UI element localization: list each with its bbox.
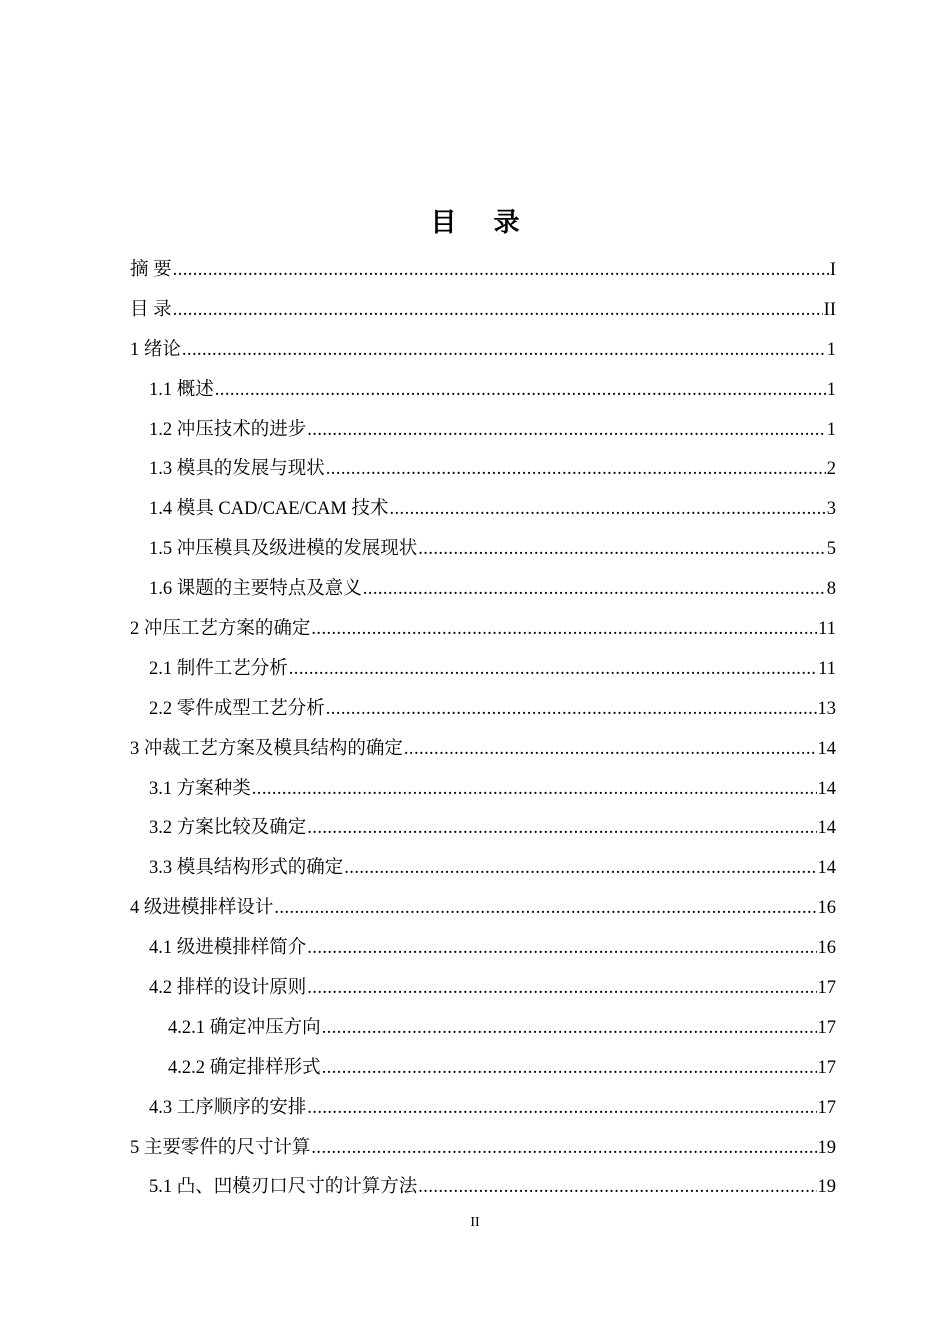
toc-entry-label: 1.6 课题的主要特点及意义: [149, 579, 362, 600]
toc-entry-abstract[interactable]: [130, 251, 836, 291]
toc-entry-section-1-6[interactable]: [130, 570, 836, 610]
toc-entry-page: 5: [826, 539, 836, 560]
toc-entry-chapter-3[interactable]: [130, 730, 836, 770]
toc-dot-leader: [326, 690, 817, 730]
toc-entry-section-3-1[interactable]: [130, 770, 836, 810]
toc-entry-label: 3 冲裁工艺方案及模具结构的确定: [130, 738, 403, 759]
toc-entry-section-4-2-1[interactable]: [130, 1009, 836, 1049]
toc-entry-page: 14: [817, 778, 836, 799]
toc-dot-leader: [307, 929, 816, 969]
toc-entry-label: 5.1 凸、凹模刃口尺寸的计算方法: [149, 1177, 418, 1198]
toc-dot-leader: [307, 1089, 816, 1129]
toc-dot-leader: [289, 650, 817, 690]
toc-entry-section-3-2[interactable]: [130, 809, 836, 849]
toc-entry-label: 1.3 模具的发展与现状: [149, 459, 325, 480]
toc-entry-label: 摘 要: [130, 260, 172, 280]
toc-entry-label: 4.2.1 确定冲压方向: [168, 1017, 321, 1038]
toc-dot-leader: [215, 371, 826, 411]
toc-dot-leader: [390, 490, 826, 530]
toc-dot-leader: [307, 411, 825, 451]
toc-entry-label: 3.3 模具结构形式的确定: [149, 858, 344, 879]
toc-entry-label: 2.1 制件工艺分析: [149, 658, 288, 679]
toc-entry-label: 3.1 方案种类: [149, 778, 251, 799]
toc-entry-section-4-1[interactable]: [130, 929, 836, 969]
toc-entry-label: 5 主要零件的尺寸计算: [130, 1137, 311, 1158]
toc-entry-label: 1 绪论: [130, 339, 181, 360]
toc-entry-page: 17: [817, 1097, 836, 1118]
toc-entry-label: 3.2 方案比较及确定: [149, 818, 307, 839]
toc-dot-leader: [344, 849, 816, 889]
toc-entry-page: 11: [818, 658, 836, 679]
toc-entry-label: 2.2 零件成型工艺分析: [149, 698, 325, 719]
toc-entry-page: 2: [826, 459, 836, 480]
toc-dot-leader: [322, 1009, 817, 1049]
toc-entry-section-4-2[interactable]: [130, 969, 836, 1009]
toc-entry-page: 19: [817, 1137, 836, 1158]
toc-entry-label: 1.4 模具 CAD/CAE/CAM 技术: [149, 499, 389, 520]
toc-entry-page: 1: [826, 379, 836, 400]
toc-entry-chapter-1[interactable]: [130, 331, 836, 371]
toc-entry-page: 14: [817, 858, 836, 879]
toc-dot-leader: [307, 809, 816, 849]
toc-dot-leader: [418, 530, 825, 570]
toc-entry-page: 1: [826, 339, 836, 360]
toc-entry-page: 14: [817, 818, 836, 839]
table-of-contents: [130, 251, 836, 1208]
toc-entry-page: 16: [817, 898, 836, 919]
toc-entry-section-1-3[interactable]: [130, 450, 836, 490]
toc-entry-page: 17: [817, 1017, 836, 1038]
toc-entry-label: 4 级进模排样设计: [130, 898, 274, 919]
toc-entry-label: 目 录: [130, 299, 172, 320]
toc-entry-label: 1.5 冲压模具及级进模的发展现状: [149, 539, 418, 560]
toc-entry-section-1-2[interactable]: [130, 411, 836, 451]
toc-dot-leader: [182, 331, 826, 371]
toc-dot-leader: [404, 730, 817, 770]
toc-dot-leader: [173, 251, 829, 291]
toc-entry-label: 2 冲压工艺方案的确定: [130, 619, 311, 640]
toc-entry-page: 17: [817, 1057, 836, 1078]
toc-dot-leader: [322, 1049, 817, 1089]
page-title: 目 录: [430, 208, 534, 238]
toc-entry-label: 1.1 概述: [149, 379, 214, 400]
toc-dot-leader: [326, 450, 826, 490]
toc-dot-leader: [173, 291, 823, 331]
toc-entry-section-1-5[interactable]: [130, 530, 836, 570]
toc-entry-page: 17: [817, 978, 836, 999]
toc-entry-page: 16: [817, 938, 836, 959]
toc-entry-contents[interactable]: [130, 291, 836, 331]
toc-dot-leader: [274, 889, 816, 929]
toc-entry-label: 4.3 工序顺序的安排: [149, 1097, 307, 1118]
toc-entry-section-1-1[interactable]: [130, 371, 836, 411]
page-number-footer: II: [470, 1215, 480, 1230]
toc-entry-section-3-3[interactable]: [130, 849, 836, 889]
toc-dot-leader: [311, 1129, 816, 1169]
toc-entry-chapter-4[interactable]: [130, 889, 836, 929]
toc-dot-leader: [418, 1168, 816, 1208]
toc-entry-label: 4.1 级进模排样简介: [149, 938, 307, 959]
toc-dot-leader: [311, 610, 817, 650]
toc-entry-page: 1: [826, 419, 836, 440]
toc-entry-label: 4.2 排样的设计原则: [149, 978, 307, 999]
toc-entry-page: 14: [817, 738, 836, 759]
toc-entry-chapter-2[interactable]: [130, 610, 836, 650]
toc-entry-chapter-5[interactable]: [130, 1129, 836, 1169]
toc-entry-page: 8: [826, 579, 836, 600]
toc-dot-leader: [363, 570, 826, 610]
toc-entry-page: 13: [817, 698, 836, 719]
toc-dot-leader: [307, 969, 816, 1009]
toc-entry-section-4-3[interactable]: [130, 1089, 836, 1129]
toc-dot-leader: [252, 770, 817, 810]
toc-entry-section-1-4[interactable]: [130, 490, 836, 530]
toc-entry-section-2-2[interactable]: [130, 690, 836, 730]
toc-entry-page: I: [829, 260, 836, 280]
toc-entry-page: 19: [817, 1177, 836, 1198]
toc-entry-section-4-2-2[interactable]: [130, 1049, 836, 1089]
toc-entry-section-5-1[interactable]: [130, 1168, 836, 1208]
toc-entry-page: 11: [818, 619, 836, 640]
toc-entry-page: II: [823, 299, 836, 320]
toc-entry-label: 4.2.2 确定排样形式: [168, 1057, 321, 1078]
toc-entry-label: 1.2 冲压技术的进步: [149, 419, 307, 440]
toc-entry-section-2-1[interactable]: [130, 650, 836, 690]
toc-entry-page: 3: [826, 499, 836, 520]
